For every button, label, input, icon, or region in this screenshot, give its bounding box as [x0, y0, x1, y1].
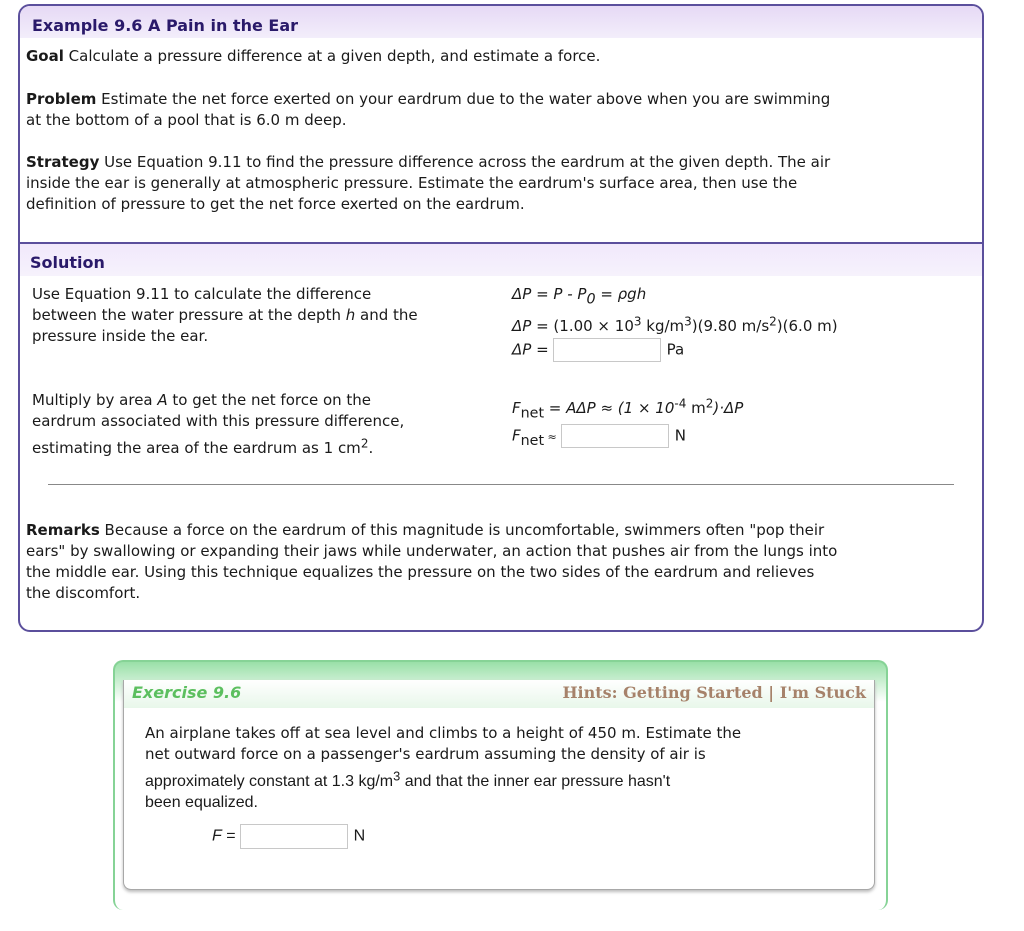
equation-pressure-def: $\Delta P = P - P_0 = \rho gh$: [512, 285, 647, 308]
remarks-label: Remarks: [26, 521, 100, 539]
problem-text-line1: Estimate the net force exerted on your eardrum due to the water above when you are swimming: [96, 90, 831, 108]
solution-step1-text: [32, 284, 492, 347]
goal-paragraph: [26, 46, 976, 67]
solution-header: Solution: [20, 244, 982, 276]
pressure-unit: Pa: [666, 340, 685, 359]
step1-line1: Use Equation 9.11 to calculate the difference: [32, 285, 372, 303]
strategy-text-line3: definition of pressure to get the net force exerted on the eardrum.: [26, 195, 525, 213]
solution-step2-text: [32, 390, 492, 459]
force-unit: N: [674, 426, 686, 445]
exercise-answer-row: F = N: [212, 824, 365, 849]
hints-label: Hints:: [562, 683, 624, 702]
exercise-question: An airplane takes off at sea level and climbs to a height of 450 m. Estimate the net outward force on a passenger's eardrum assuming the density of air is: [145, 724, 742, 763]
step2-line1: Multiply by area A to get the net force on the: [32, 391, 372, 409]
strategy-text-line1: Use Equation 9.11 to find the pressure difference across the eardrum at the given depth. The air: [99, 153, 831, 171]
strategy-text-line2: inside the ear is generally at atmospheric pressure. Estimate the eardrum's surface area, then use the: [26, 174, 798, 192]
step1-line2: between the water pressure at the depth h and the: [32, 306, 418, 324]
equation-pressure-values: $\Delta P = (1.00 \times 10^3$ $kg/m^3)(9.80$ $m/s^2)(6.0$ m): [512, 314, 838, 335]
force-label: F: [212, 827, 222, 845]
goal-text: Calculate a pressure difference at a given depth, and estimate a force.: [63, 47, 601, 65]
strategy-label: Strategy: [26, 153, 100, 171]
step2-line3: estimating the area of the eardrum as 1 $cm^2$.: [32, 436, 374, 457]
equation-force-def: $F_{net} = A\Delta P \approx (1 \times 10^{-4}$ $m^2)\cdot\Delta P$: [512, 396, 744, 422]
force-answer-input[interactable]: [561, 424, 669, 448]
exercise-force-unit: N: [353, 827, 366, 845]
problem-text-line2: at the bottom of a pool that is 6.0 m deep.: [26, 111, 347, 129]
goal-label: Goal: [26, 47, 64, 65]
problem-label: Problem: [26, 90, 97, 108]
example-title: Example 9.6 A Pain in the Ear: [20, 6, 982, 38]
example-panel: [18, 4, 984, 632]
horizontal-rule: [48, 484, 954, 485]
strategy-paragraph: [26, 152, 976, 215]
problem-paragraph: [26, 89, 976, 131]
hints-bar: [562, 683, 866, 702]
hint-getting-started-link[interactable]: Getting Started: [623, 683, 763, 702]
remarks-paragraph: Remarks Because a force on the eardrum of this magnitude is uncomfortable, swimmers often "pop their ears" by swallowing or expanding their jaws while underwater, an action that pushes air from the lungs into the middle ear. Using this technique equalizes the pressure on the two sides of the eardrum and relieves the discomfort.: [26, 521, 838, 602]
hint-im-stuck-link[interactable]: I'm Stuck: [779, 683, 866, 702]
exercise-question-cont: approximately constant at 1.3 $kg/m^3$ and that the inner ear pressure hasn't been equalized.: [145, 768, 671, 811]
equation-force-answer: $F_{net} \approx N$: [512, 424, 686, 448]
pressure-answer-input[interactable]: [553, 338, 661, 362]
exercise-force-input[interactable]: [240, 824, 348, 849]
step2-line2: eardrum associated with this pressure difference,: [32, 412, 405, 430]
exercise-title: Exercise 9.6: [132, 683, 242, 702]
equation-pressure-answer: ΔP = Pa: [512, 338, 684, 362]
hints-separator: |: [762, 683, 780, 702]
step1-line3: pressure inside the ear.: [32, 327, 209, 345]
